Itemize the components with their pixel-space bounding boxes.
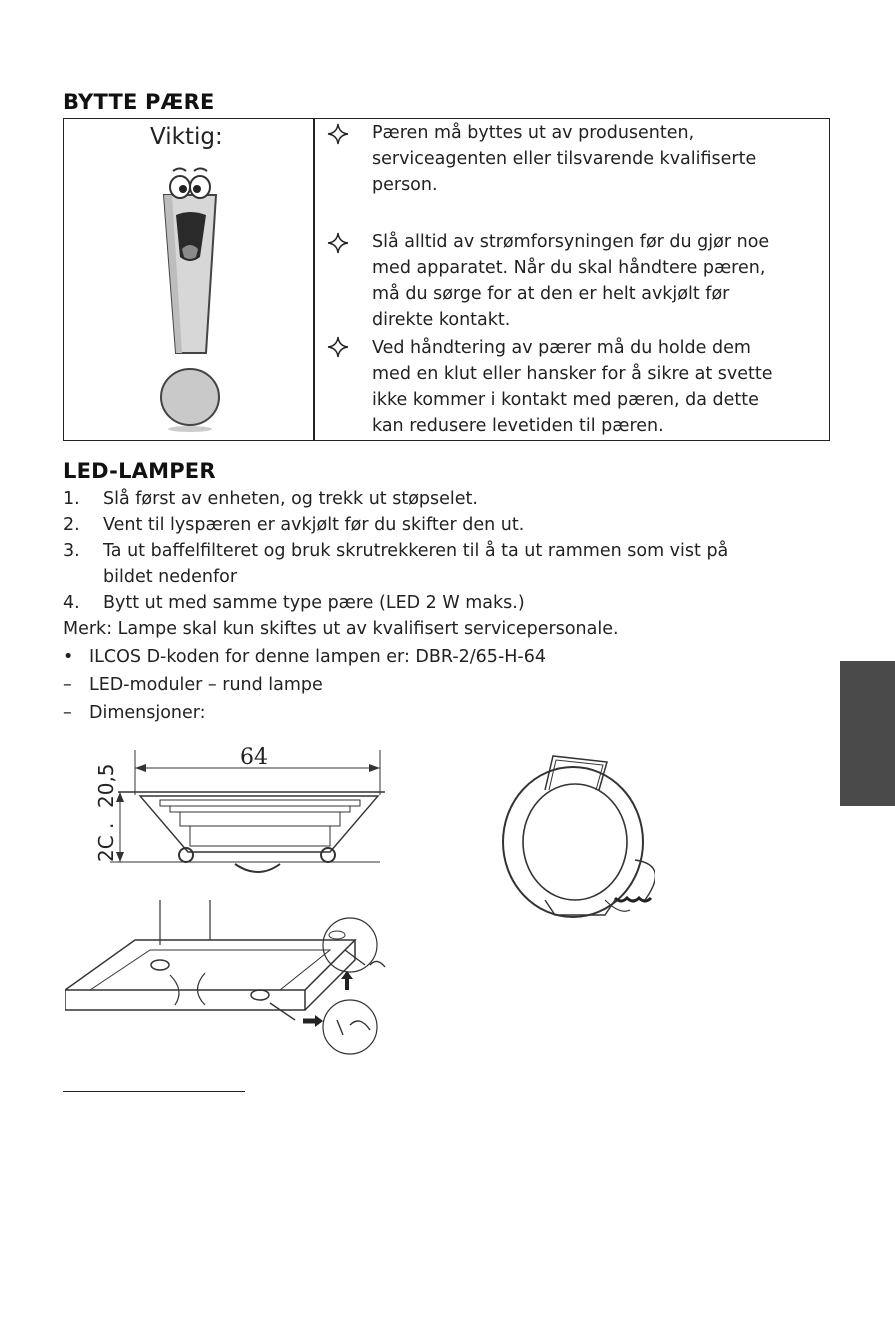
steps-list	[63, 486, 728, 726]
note-text: Merk: Lampe skal kun skiftes ut av kvalifisert servicepersonale.	[63, 619, 619, 639]
box-divider	[313, 118, 315, 441]
star-bullet-icon	[326, 122, 350, 146]
star-bullet-icon	[326, 335, 350, 359]
dash-item: – LED-moduler – rund lampe	[63, 675, 323, 695]
warning-text: Ved håndtering av pærer må du holde dem med en klut eller hansker for å sikre at svette ikke kommer i kontakt med pæren, da dette kan redusere levetiden til pæren.	[372, 338, 773, 436]
list-item: bildet nedenfor	[103, 567, 238, 587]
exclamation-mascot-icon	[150, 165, 230, 435]
warning-text: Slå alltid av strømforsyningen før du gjør noe med apparatet. Når du skal håndtere pæren, må du sørge for at den er helt avkjølt før direkte kontakt.	[372, 232, 770, 330]
width-dimension-label: 64	[240, 745, 268, 770]
bullet-item: • ILCOS D-koden for denne lampen er: DBR-2/65-H-64	[63, 647, 546, 667]
list-item: 1. Slå først av enheten, og trekk ut støpselet.	[63, 489, 478, 509]
section-heading-bytte-paere: BYTTE PÆRE	[63, 90, 215, 114]
footnote-divider	[63, 1091, 245, 1092]
important-label: Viktig:	[150, 124, 223, 150]
warning-text: Pæren må byttes ut av produsenten, serviceagenten eller tilsvarende kvalifiserte person.	[372, 123, 757, 195]
lamp-side-dimension-diagram	[80, 740, 400, 890]
section-heading-led-lamper: LED-LAMPER	[63, 459, 216, 483]
list-item: 2. Vent til lyspæren er avkjølt før du skifter den ut.	[63, 515, 525, 535]
section-tab-marker	[840, 661, 895, 806]
round-lamp-illustration	[495, 750, 655, 925]
list-item: 3. Ta ut baffelfilteret og bruk skrutrekkeren til å ta ut rammen som vist på	[63, 541, 729, 561]
hood-underside-illustration	[65, 895, 400, 1055]
height-dimension-label: 20,5	[94, 763, 118, 808]
height-dimension-label-alt: 2C .	[94, 822, 118, 862]
dash-item: – Dimensjoner:	[63, 703, 206, 723]
list-item: 4. Bytt ut med samme type pære (LED 2 W maks.)	[63, 593, 525, 613]
star-bullet-icon	[326, 231, 350, 255]
